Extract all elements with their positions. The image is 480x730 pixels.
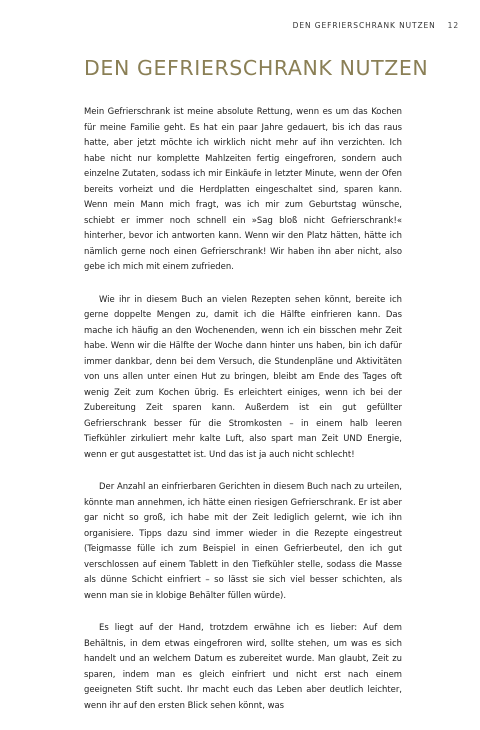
running-header-title: DEN GEFRIERSCHRANK NUTZEN [292,21,436,30]
paragraph: Mein Gefrierschrank ist meine absolute Rettung, wenn es um das Kochen für meine Familie geht. Es hat ein paar Jahre gedauert, bis ich das raus hatte, aber jetzt möchte ich wirklich nicht mehr auf ihn verzichten. Ich habe nicht nur komplette Mahlzeiten fertig eingefroren, sondern auch einzelne Zutaten, sodass ich mir Einkäufe in letzter Minute, wenn der Ofen bereits vorheizt und die Herdplatten eingeschaltet sind, sparen kann. Wenn mein Mann mich fragt, was ich mir zum Geburtstag wünsche, schiebt er immer noch schnell ein »Sag bloß nicht Gefrierschrank!« hinterher, bevor ich antworten kann. Wenn wir den Platz hätten, hätte ich nämlich gerne noch einen Gefrierschrank! Wir haben ihn aber nicht, also gebe ich mich mit einem zufrieden. [84,106,402,271]
paragraph: Wie ihr in diesem Buch an vielen Rezepten sehen könnt, bereite ich gerne doppelte Mengen zu, damit ich die Hälfte einfrieren kann. Das mache ich häufig an den Wochenenden, wenn ich ein bisschen mehr Zeit habe. Wenn wir die Hälfte der Woche dann hinter uns haben, bin ich dafür immer dankbar, denn bei dem Versuch, die Stundenpläne und Aktivitäten von uns allen unter einen Hut zu bringen, bleibt am Ende des Tages oft wenig Zeit zum Kochen übrig. Es erleichtert einiges, wenn ich bei der Zubereitung Zeit sparen kann. Außerdem ist ein gut gefüllter Gefrierschrank besser für die Stromkosten – in einem halb leeren Tiefkühler zirkuliert mehr kalte Luft, also spart man Zeit UND Energie, wenn er gut ausgestattet ist. Und das ist ja auch nicht schlecht! [84,293,402,459]
body-text [84,104,402,730]
paragraph: Es liegt auf der Hand, trotzdem erwähne ich es lieber: Auf dem Behältnis, in dem etwas eingefroren wird, sollte stehen, um was es sich handelt und an welchem Datum es zubereitet wurde. Man glaubt, Zeit zu sparen, indem man es gleich einfriert und nicht erst nach einem geeigneten Stift sucht. Ihr macht euch das Leben aber deutlich leichter, wenn ihr auf den ersten Blick sehen könnt, was [84,622,402,710]
chapter-title: DEN GEFRIERSCHRANK NUTZEN [84,56,429,80]
page-number: 12 [447,21,459,30]
paragraph: Der Anzahl an einfrierbaren Gerichten in diesem Buch nach zu urteilen, könnte man annehmen, ich hätte einen riesigen Gefrierschrank. Er ist aber gar nicht so groß, ich habe mit der Zeit lediglich gelernt, wie ich ihn organisiere. Tipps dazu sind immer wieder in die Rezepte eingestreut (Teigmasse fülle ich zum Beispiel in einen Gefrierbeutel, den ich gut verschlossen auf einem Tablett in den Tiefkühler stelle, sodass die Masse als dünne Schicht einfriert – so lässt sie sich viel besser schichten, als wenn man sie in klobige Behälter füllen würde). [84,481,402,600]
running-header [293,21,459,30]
